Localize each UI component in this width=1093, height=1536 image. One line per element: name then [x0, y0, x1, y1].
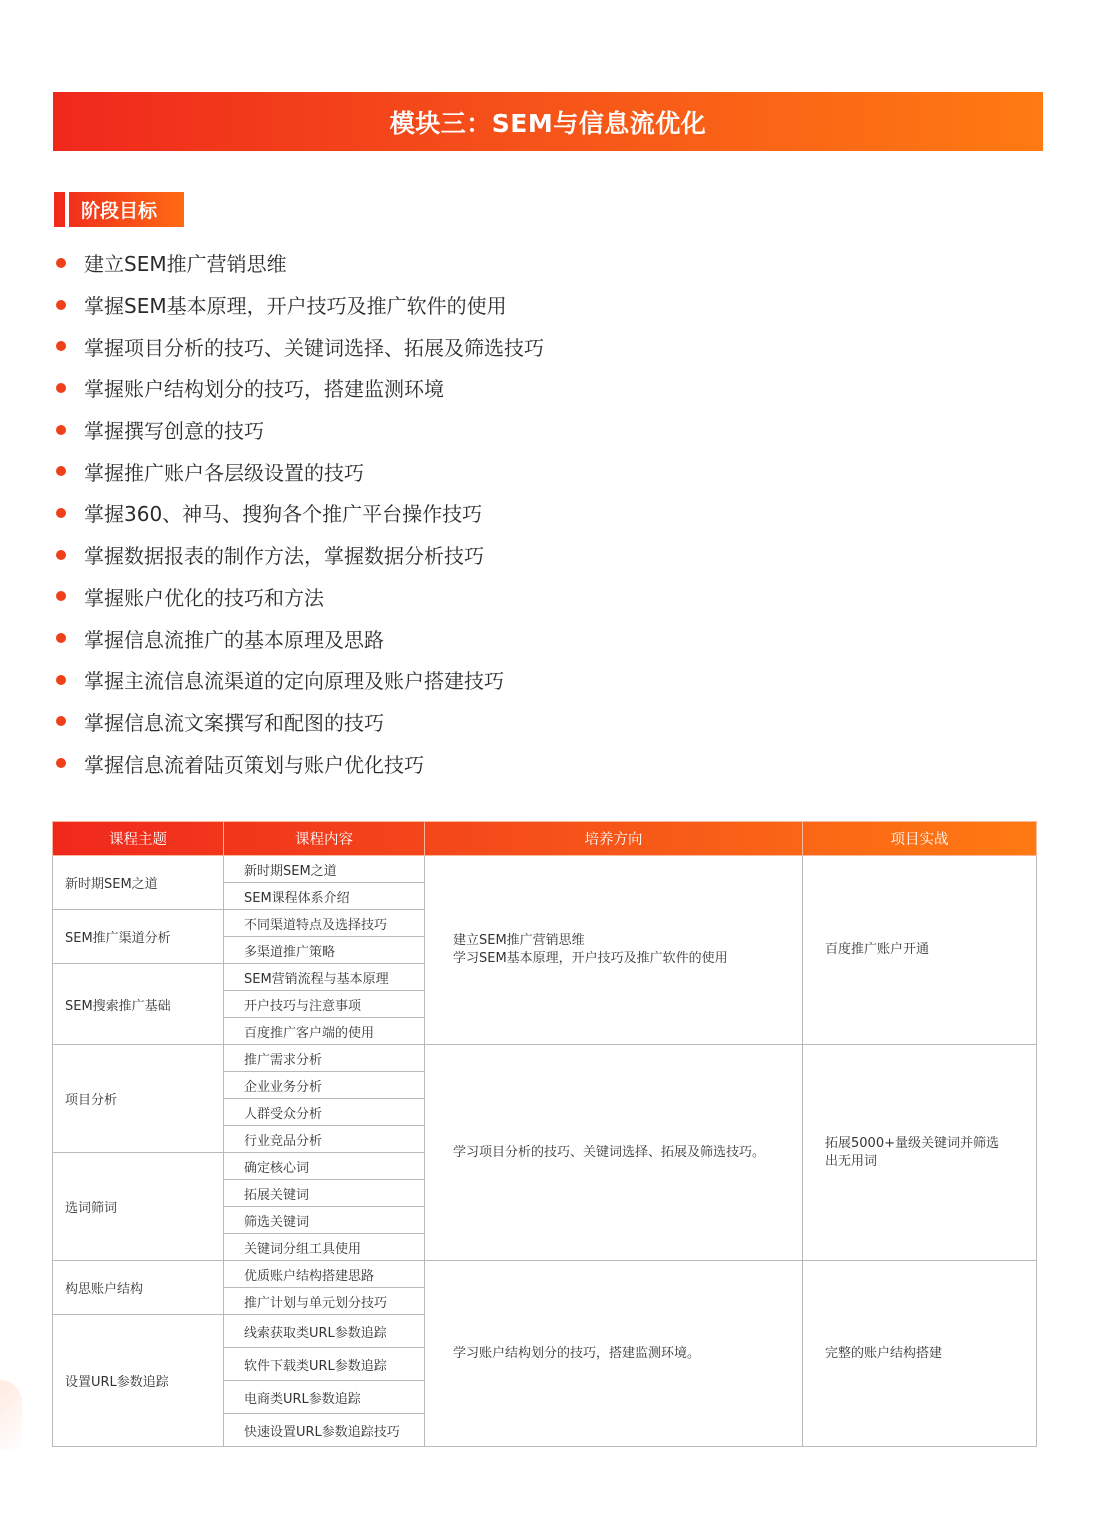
bullet-dot-icon [56, 300, 66, 310]
header-project: 项目实战 [803, 822, 1037, 856]
content-cell: 人群受众分析 [224, 1099, 425, 1126]
header-content: 课程内容 [224, 822, 425, 856]
goal-text: 掌握撰写创意的技巧 [84, 419, 264, 444]
section-tag [54, 192, 184, 227]
project-line: 完整的账户结构搭建 [825, 1345, 943, 1361]
content-cell: 快速设置URL参数追踪技巧 [224, 1414, 425, 1447]
content-cell: 多渠道推广策略 [224, 937, 425, 964]
project-line: 拓展5000+量级关键词并筛选 [825, 1135, 999, 1151]
direction-line: 学习SEM基本原理，开户技巧及推广软件的使用 [453, 951, 728, 966]
direction-cell [425, 1045, 803, 1261]
list-item [54, 242, 544, 284]
content-cell: 开户技巧与注意事项 [224, 991, 425, 1018]
direction-line: 学习项目分析的技巧、关键词选择、拓展及筛选技巧。 [453, 1144, 766, 1160]
list-item [54, 409, 544, 451]
goal-text: 掌握数据报表的制作方法，掌握数据分析技巧 [84, 544, 484, 569]
goal-text: 掌握推广账户各层级设置的技巧 [84, 460, 364, 485]
table-header-row [53, 822, 1037, 856]
list-item [54, 325, 544, 367]
content-cell: 新时期SEM之道 [224, 856, 425, 883]
direction-line: 学习账户结构划分的技巧，搭建监测环境。 [453, 1345, 701, 1361]
project-cell [803, 1261, 1037, 1447]
goal-list [54, 242, 544, 784]
topic-cell: 构思账户结构 [53, 1261, 224, 1315]
course-table [52, 821, 1037, 1447]
list-item [54, 701, 544, 743]
list-item [54, 284, 544, 326]
bullet-dot-icon [56, 633, 66, 643]
bullet-dot-icon [56, 508, 66, 518]
module-title: 模块三：SEM与信息流优化 [389, 108, 707, 138]
bullet-dot-icon [56, 550, 66, 560]
bullet-dot-icon [56, 716, 66, 726]
project-line: 出无用词 [825, 1153, 878, 1169]
topic-cell: 项目分析 [53, 1045, 224, 1153]
goal-text: 掌握项目分析的技巧、关键词选择、拓展及筛选技巧 [84, 335, 544, 360]
content-cell: 关键词分组工具使用 [224, 1234, 425, 1261]
list-item [54, 659, 544, 701]
goal-text: 掌握SEM基本原理，开户技巧及推广软件的使用 [84, 294, 507, 319]
list-item [54, 450, 544, 492]
content-cell: 确定核心词 [224, 1153, 425, 1180]
content-cell: 线索获取类URL参数追踪 [224, 1315, 425, 1348]
goal-text: 掌握信息流文案撰写和配图的技巧 [84, 710, 384, 735]
bullet-dot-icon [56, 341, 66, 351]
table-row [53, 856, 1037, 883]
goal-text: 掌握360、神马、搜狗各个推广平台操作技巧 [84, 502, 483, 527]
list-item [54, 742, 544, 784]
list-item [54, 534, 544, 576]
list-item [54, 492, 544, 534]
bullet-dot-icon [56, 258, 66, 268]
list-item [54, 367, 544, 409]
goal-text: 掌握信息流着陆页策划与账户优化技巧 [84, 752, 424, 777]
module-banner [53, 92, 1043, 151]
goal-text: 建立SEM推广营销思维 [84, 252, 287, 277]
bullet-dot-icon [56, 383, 66, 393]
section-label: 阶段目标 [81, 200, 158, 222]
project-cell [803, 1045, 1037, 1261]
content-cell: 行业竞品分析 [224, 1126, 425, 1153]
project-cell [803, 856, 1037, 1045]
goal-text: 掌握主流信息流渠道的定向原理及账户搭建技巧 [84, 669, 504, 694]
goal-text: 掌握账户优化的技巧和方法 [84, 585, 324, 610]
bullet-dot-icon [56, 758, 66, 768]
goal-text: 掌握信息流推广的基本原理及思路 [84, 627, 384, 652]
direction-cell [425, 856, 803, 1045]
goal-text: 掌握账户结构划分的技巧，搭建监测环境 [84, 377, 444, 402]
content-cell: 百度推广客户端的使用 [224, 1018, 425, 1045]
direction-cell [425, 1261, 803, 1447]
bullet-dot-icon [56, 591, 66, 601]
direction-line: 建立SEM推广营销思维 [453, 933, 585, 948]
bullet-dot-icon [56, 425, 66, 435]
content-cell: 优质账户结构搭建思路 [224, 1261, 425, 1288]
tag-accent-bar [63, 192, 69, 227]
table-row [53, 1261, 1037, 1288]
topic-cell: SEM搜索推广基础 [53, 964, 224, 1045]
content-cell: 软件下载类URL参数追踪 [224, 1348, 425, 1381]
content-cell: 推广计划与单元划分技巧 [224, 1288, 425, 1315]
content-cell: 电商类URL参数追踪 [224, 1381, 425, 1414]
content-cell: SEM营销流程与基本原理 [224, 964, 425, 991]
header-direction: 培养方向 [425, 822, 803, 856]
header-topic: 课程主题 [53, 822, 224, 856]
topic-cell: 新时期SEM之道 [53, 856, 224, 910]
list-item [54, 576, 544, 618]
content-cell: 企业业务分析 [224, 1072, 425, 1099]
content-cell: 拓展关键词 [224, 1180, 425, 1207]
content-cell: 推广需求分析 [224, 1045, 425, 1072]
corner-decoration [0, 1380, 22, 1450]
content-cell: 不同渠道特点及选择技巧 [224, 910, 425, 937]
content-cell: 筛选关键词 [224, 1207, 425, 1234]
bullet-dot-icon [56, 466, 66, 476]
project-line: 百度推广账户开通 [825, 942, 930, 957]
topic-cell: SEM推广渠道分析 [53, 910, 224, 964]
content-cell: SEM课程体系介绍 [224, 883, 425, 910]
list-item [54, 617, 544, 659]
bullet-dot-icon [56, 675, 66, 685]
topic-cell: 选词筛词 [53, 1153, 224, 1261]
topic-cell: 设置URL参数追踪 [53, 1315, 224, 1447]
table-row [53, 1045, 1037, 1072]
